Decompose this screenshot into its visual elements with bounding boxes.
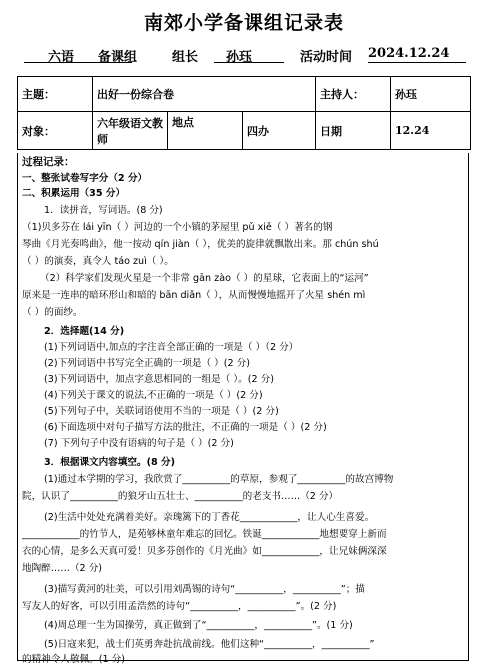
process-record [17,153,469,665]
meta-table [17,76,471,150]
record-line: (5)日寇来犯，战士们英勇奔赴抗战前线。他们这种“__________，__________” [44,639,375,650]
date-value: 12.24 [391,112,471,150]
group-name: 六语 [48,50,75,65]
header-row [0,46,488,66]
record-line: 的精神令人敬佩。(1 分) [22,654,125,665]
record-line: （1)贝多芬在 lái yīn（ ）河边的一个小镇的茅屋里 pǔ xiě（ ）著名的钢 [22,222,333,233]
leader-field [214,46,284,63]
record-line: (6)下面选项中对句子描写方法的批注，不正确的一项是（ ）(2 分) [44,422,327,433]
record-heading: 过程记录： [22,156,75,168]
host-value: 孙珏 [391,77,471,112]
place-label: 地点 [168,112,243,150]
group-suffix: 备课组 [98,50,138,65]
record-line: 1．读拼音，写词语。(8 分) [44,205,163,216]
record-line: (1)通过本学期的学习，我欣赏了__________的草原，参观了__________的故宫博物 [44,474,394,485]
record-line: (3)描写黄河的壮美，可以引用刘禹锡的诗句“__________，__________”；描 [44,584,365,595]
topic-value: 出好一份综合卷 [93,77,316,112]
time-label: 活动时间 [300,50,353,65]
target-value: 六年级语文教师 [93,112,168,150]
topic-label: 主题： [18,77,93,112]
record-line: 院，认识了__________的狼牙山五壮士、__________的老支书……（2 分） [22,491,339,502]
record-line: 地陶醉……（2 分) [22,563,103,574]
record-line: 原来是一连串的暗环形山和暗的 bān diǎn（ ），从而慢慢地摇开了火星 shén mì [22,290,366,301]
leader-name: 孙珏 [226,50,253,65]
record-line: (1)下列词语中,加点的字注音全部正确的一项是（ ）（2 分） [44,342,299,353]
record-line: (2)生活中处处充满着美好。亲瑰篱下的丁香花____________，让人心生喜爱。 [44,512,375,523]
place-value: 四办 [243,112,316,150]
record-line: (5)下列句子中，关联词语使用不当的一项是（ ）(2 分) [44,406,279,417]
record-line: 写友人的好客，可以引用孟浩然的诗句“__________，__________”。(2 分) [22,601,337,612]
record-line: (4)周总理一生为国操劳，真正做到了“__________，__________”。(1 分) [44,620,353,631]
time-field [368,46,466,63]
host-label: 主持人： [316,77,391,112]
record-line: （ ）的面纱。 [22,307,83,318]
record-line: 衣的心情，是多么天真可爱！贝多芬创作的《月光曲》如____________，让兄妹俩深深 [22,546,387,557]
record-line: （ ）的演奏，真令人 táo zuì（ ）。 [22,256,174,267]
record-line: 琴曲《月光奏鸣曲》，他一按动 qín jiàn（ ），优美的旋律就飘散出来。那 chún shú [22,239,379,250]
record-line: (3)下列词语中，加点字意思相同的一组是（ ）。(2 分) [44,374,274,385]
leader-label: 组长 [172,50,199,65]
record-line: (7) 下列句子中没有语病的句子是（ ）(2 分) [44,438,234,449]
record-line: (4)下列关于课文的说法,不正确的一项是（ ）(2 分) [44,390,263,401]
date-label: 日期 [316,112,391,150]
time-value: 2024.12.24 [368,46,450,61]
record-line: 一、整张试卷写字分（2 分） [22,173,148,184]
record-line: 2．选择题(14 分) [44,326,125,337]
record-line: （2）科学家们发现火星是一个非常 gān zào（ ）的星球，它表面上的“运河” [40,273,369,284]
record-line: 3．根据课文内容填空。(8 分) [44,457,175,468]
record-line: (2)下列词语中书写完全正确的一项是（ ）(2 分) [44,358,250,369]
group-field [24,46,138,65]
record-line: 二、积累运用（35 分） [22,188,126,199]
target-label: 对象： [18,112,93,150]
record-line: ____________的竹节人，是苑够林童年难忘的回忆。铁诞____________地想要穿上新而 [22,529,387,540]
page-title: 南郊小学备课组记录表 [143,12,344,34]
